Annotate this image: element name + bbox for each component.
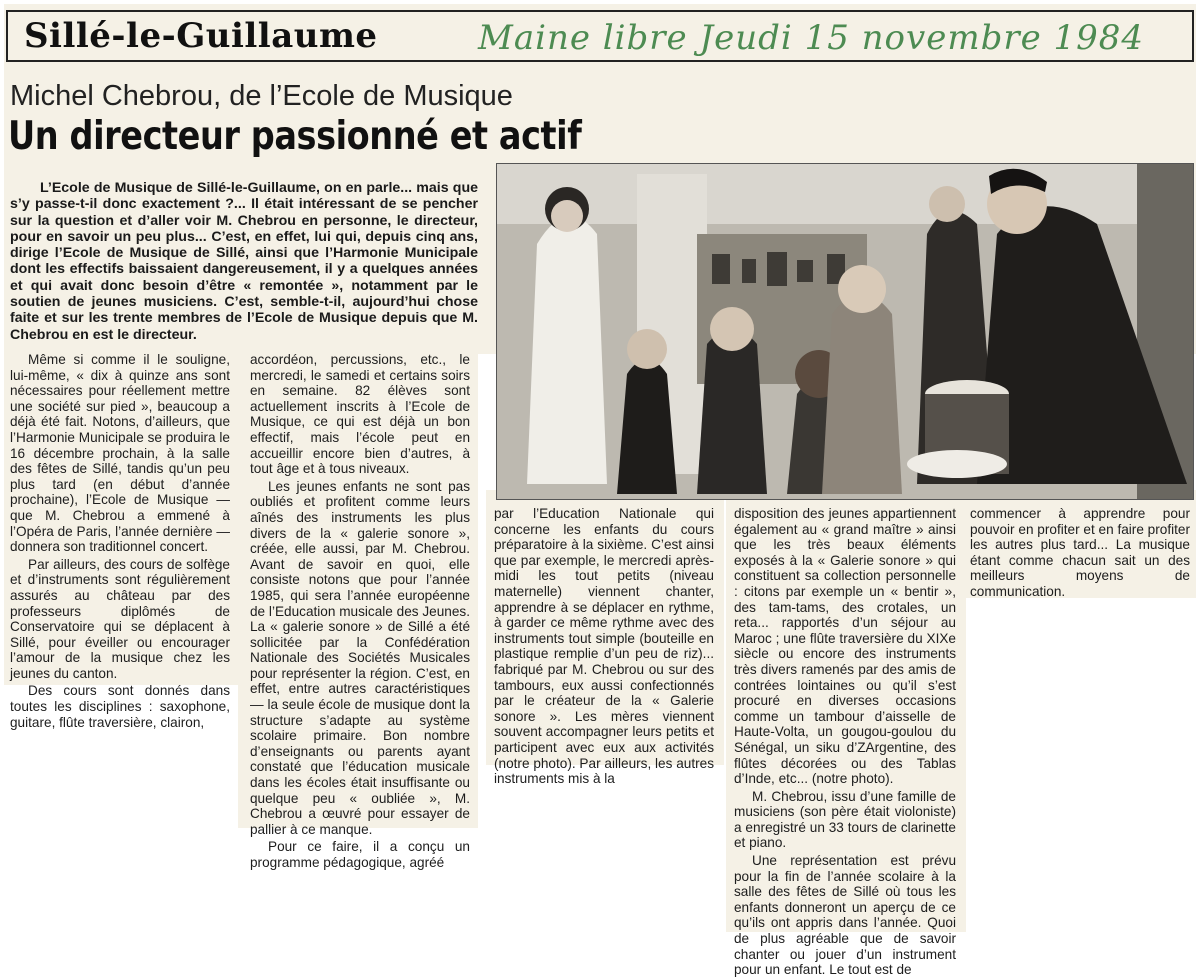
col5-paragraph: commencer à apprendre pour pouvoir en profiter et en faire profiter les autres plus tard... La musique étant comme chacun sait un des meilleurs moyens de communication. xyxy=(970,506,1190,599)
col1-paragraph: Même si comme il le souligne, lui-même, « dix à quinze ans sont nécessaires pour réellement mettre une société sur pied », beaucoup a déjà été fait. Notons, d’ailleurs, que l’Harmonie Municipale se produira le 16 décembre prochain, à la salle des fêtes de Sillé, tandis qu’un peu plus tard (en début d’année prochaine), l’Ecole de Musique — que M. Chebrou a emmené à l’Opéra de Paris, l’année dernière — donnera son traditionnel concert. xyxy=(10,352,230,555)
col2-paragraph: accordéon, percussions, etc., le mercredi, le samedi et certains soirs en semaine. 82 élèves sont actuellement inscrits à l’Ecole de Musique, ce qui est déjà un bon effectif, mais l’école peut en accueillir encore bien d’autres, à tout âge et à tous niveaux. xyxy=(250,352,470,477)
col3-paragraph: par l’Education Nationale qui concerne les enfants du cours préparatoire à la sixième. C’est ainsi que par exemple, le mercredi après-midi les tout petits (niveau maternelle) viennent chanter, apprendre à se déplacer en rythme, à garder ce même rythme avec des instruments tout simple (bouteille en plastique remplie d’un peu de riz)... fabriqué par M. Chebrou ou sur des tambours, eux aussi confectionnés par le créateur de la « Galerie sonore ». Les mères viennent souvent accompagner leurs petits et participent avec eux aux activités (notre photo). Par ailleurs, les autres instruments mis à la xyxy=(494,506,714,787)
body-column-3 xyxy=(494,506,714,787)
body-column-1 xyxy=(10,352,230,730)
article-kicker: Michel Chebrou, de l’Ecole de Musique xyxy=(10,80,513,112)
col4-paragraph: disposition des jeunes appartiennent également au « grand maître » ainsi que les très beaux éléments exposés à la « Galerie sonore » qui constituent sa collection personnelle : citons par exemple un « bentir », des tam-tams, des crotales, un reta... rapportés d’un séjour au Maroc ; une flûte traversière du XIXe siècle ou encore des instruments très divers ramenés par des amis de contrées lointaines ou qu’il s’est procuré en diverses occasions comme un tambour d’aisselle de Haute-Volta, un gougou-goulou du Sénégal, un siku d’ZArgentine, des flûtes décorées ou des Tablas d’Inde, etc... (notre photo). xyxy=(734,506,956,787)
body-column-2 xyxy=(250,352,470,870)
body-column-4 xyxy=(734,506,956,978)
col4-paragraph: M. Chebrou, issu d’une famille de musiciens (son père était violoniste) a enregistré un 33 tours de clarinette et piano. xyxy=(734,788,956,851)
col2-paragraph: Pour ce faire, il a conçu un programme pédagogique, agréé xyxy=(250,839,470,870)
lead-paragraph: L’Ecole de Musique de Sillé-le-Guillaume, on en parle... mais que s’y passe-t-il donc exactement ?... Il était intéressant de se pencher sur la question et d’aller voir M. Chebrou en personne, le directeur, pour en savoir un peu plus... C’est, en effet, lui qui, depuis cinq ans, dirige l’Ecole de Musique de Sillé, ainsi que l’Harmonie Municipale dont les effectifs baissaient dangereusement, il y a quelques années et qui avait donc besoin d’être « remontée », notamment par le soutien de jeunes musiciens. C’est, semble-t-il, aujourd’hui chose faite et sur les trente membres de l’Ecole de Musique depuis que M. Chebrou en est le directeur. xyxy=(10,180,478,343)
article-photo xyxy=(496,163,1194,500)
article-headline: Un directeur passionné et actif xyxy=(8,114,582,159)
handwritten-date-note: Maine libre Jeudi 15 novembre 1984 xyxy=(478,18,1145,58)
photo-illustration xyxy=(497,164,1193,499)
article-lead xyxy=(10,180,478,343)
section-header xyxy=(6,10,1194,62)
col2-paragraph: Les jeunes enfants ne sont pas oubliés et profitent comme leurs aînés des instruments les plus divers de la « galerie sonore », créée, elle aussi, par M. Chebrou. Avant de savoir en quoi, elle consiste notons que pour l’année 1985, qui sera l’année européenne de l’Education musicale des Jeunes. La « galerie sonore » de Sillé a été sollicitée par la Confédération Nationale des Sociétés Musicales pour représenter la région. C’est, en effet, entre autres caractéristiques — la seule école de musique dont la structure s’adapte au système scolaire primaire. Bon nombre d’enseignants ou parents ayant constaté que l’éducation musicale dans les écoles était insuffisante ou quelque peu « oubliée », M. Chebrou a œuvré pour essayer de pallier à ce manque. xyxy=(250,478,470,837)
col1-paragraph: Par ailleurs, des cours de solfège et d’instruments sont régulièrement assurés au château par des professeurs diplômés de Conservatoire qui se déplacent à Sillé, pour éveiller ou encourager l’amour de la musique chez les jeunes du canton. xyxy=(10,556,230,681)
town-heading: Sillé-le-Guillaume xyxy=(24,16,378,56)
col1-paragraph: Des cours sont donnés dans toutes les disciplines : saxophone, guitare, flûte traversière, clairon, xyxy=(10,683,230,730)
col4-paragraph: Une représentation est prévu pour la fin de l’année scolaire à la salle des fêtes de Sillé où tous les enfants donneront un aperçu de ce qu’ils ont appris dans l’année. Quoi de plus agréable que de savoir chanter ou jouer d’un instrument pour un enfant. Le tout est de xyxy=(734,853,956,978)
bleed-through-text xyxy=(740,82,1180,162)
body-column-5 xyxy=(970,506,1190,599)
